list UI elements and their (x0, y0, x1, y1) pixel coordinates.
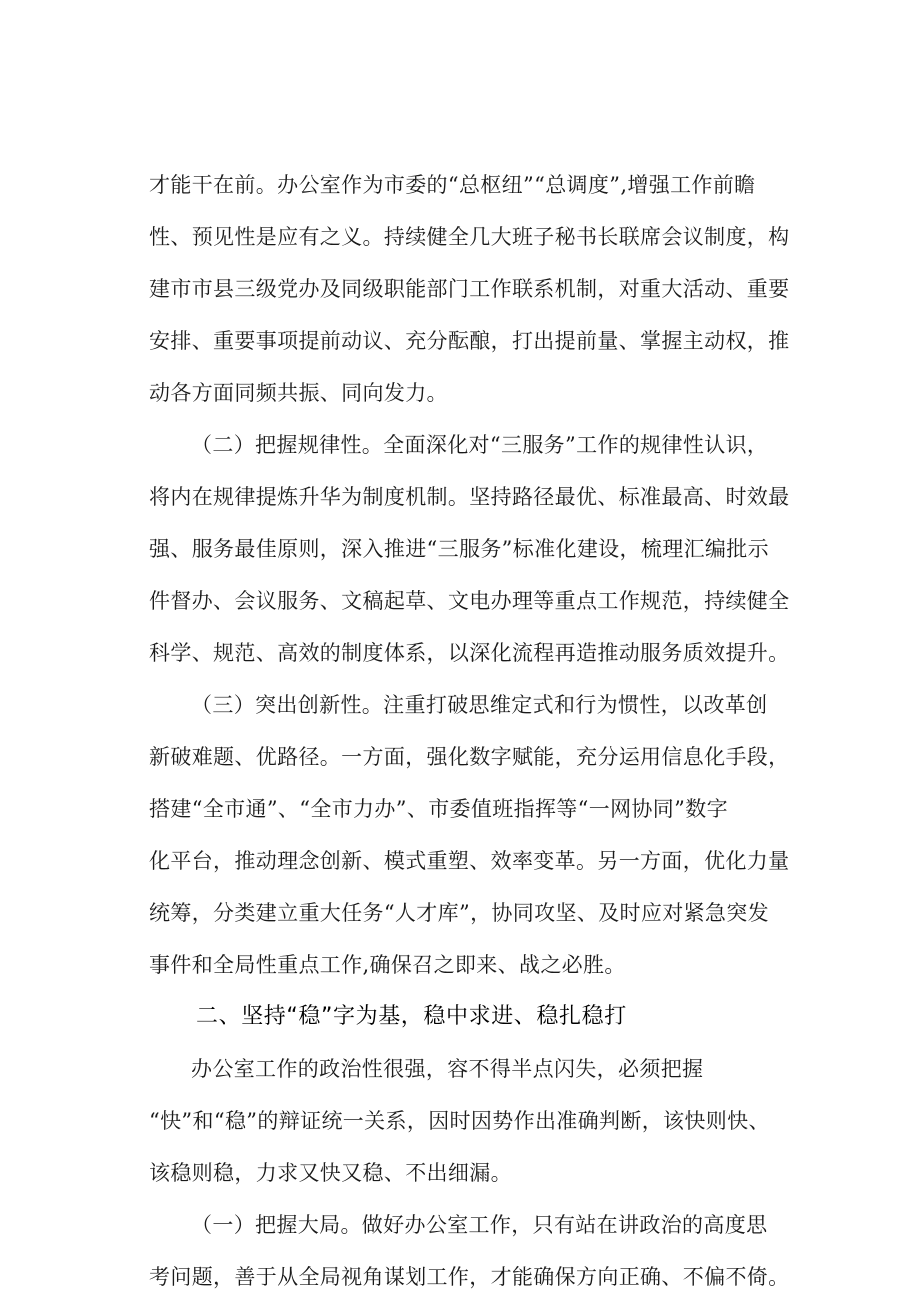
paragraph-line: 搭建“全市通”、“全市力办”、市委值班指挥等“一网协同”数字 (149, 797, 728, 821)
subsection-1-paragraph-start: （一）把握大局。做好办公室工作，只有站在讲政治的高度思 (191, 1213, 768, 1237)
intro-paragraph-start: 办公室工作的政治性很强，容不得半点闪失，必须把握 (191, 1057, 704, 1081)
paragraph-line: 新破难题、优路径。一方面，强化数字赋能，充分运用信息化手段， (149, 745, 790, 769)
paragraph-line: 建市市县三级党办及同级职能部门工作联系机制，对重大活动、重要 (149, 277, 790, 301)
paragraph-line: 化平台，推动理念创新、模式重塑、效率变革。另一方面，优化力量 (149, 849, 790, 873)
paragraph-line: “快”和“稳”的辩证统一关系，因时因势作出准确判断，该快则快、 (149, 1109, 770, 1133)
paragraph-line: 统筹，分类建立重大任务“人才库”，协同攻坚、及时应对紧急突发 (149, 901, 769, 925)
section-heading: 二、坚持“稳”字为基，稳中求进、稳扎稳打 (196, 1004, 627, 1029)
paragraph-line: 事件和全局性重点工作,确保召之即来、战之必胜。 (149, 953, 626, 977)
paragraph-line: 强、服务最佳原则，深入推进“三服务”标准化建设，梳理汇编批示 (149, 537, 769, 561)
section-3-paragraph-start: （三）突出创新性。注重打破思维定式和行为惯性，以改革创 (191, 693, 768, 717)
paragraph-line: 动各方面同频共振、同向发力。 (149, 381, 448, 405)
paragraph-line: 安排、重要事项提前动议、充分酝酿，打出提前量、掌握主动权，推 (149, 329, 790, 353)
paragraph-line: 科学、规范、高效的制度体系，以深化流程再造推动服务质效提升。 (149, 641, 790, 665)
paragraph-line: 该稳则稳，力求又快又稳、不出细漏。 (149, 1161, 512, 1185)
paragraph-line: 考问题，善于从全局视角谋划工作，才能确保方向正确、不偏不倚。 (149, 1265, 790, 1289)
paragraph-line: 性、预见性是应有之义。持续健全几大班子秘书长联席会议制度，构 (149, 225, 790, 249)
paragraph-line: 件督办、会议服务、文稿起草、文电办理等重点工作规范，持续健全 (149, 589, 790, 613)
section-2-paragraph-start: （二）把握规律性。全面深化对“三服务”工作的规律性认识， (191, 433, 769, 457)
paragraph-line: 才能干在前。办公室作为市委的“总枢纽”“总调度”,增强工作前瞻 (149, 173, 756, 197)
paragraph-line: 将内在规律提炼升华为制度机制。坚持路径最优、标准最高、时效最 (149, 485, 790, 509)
